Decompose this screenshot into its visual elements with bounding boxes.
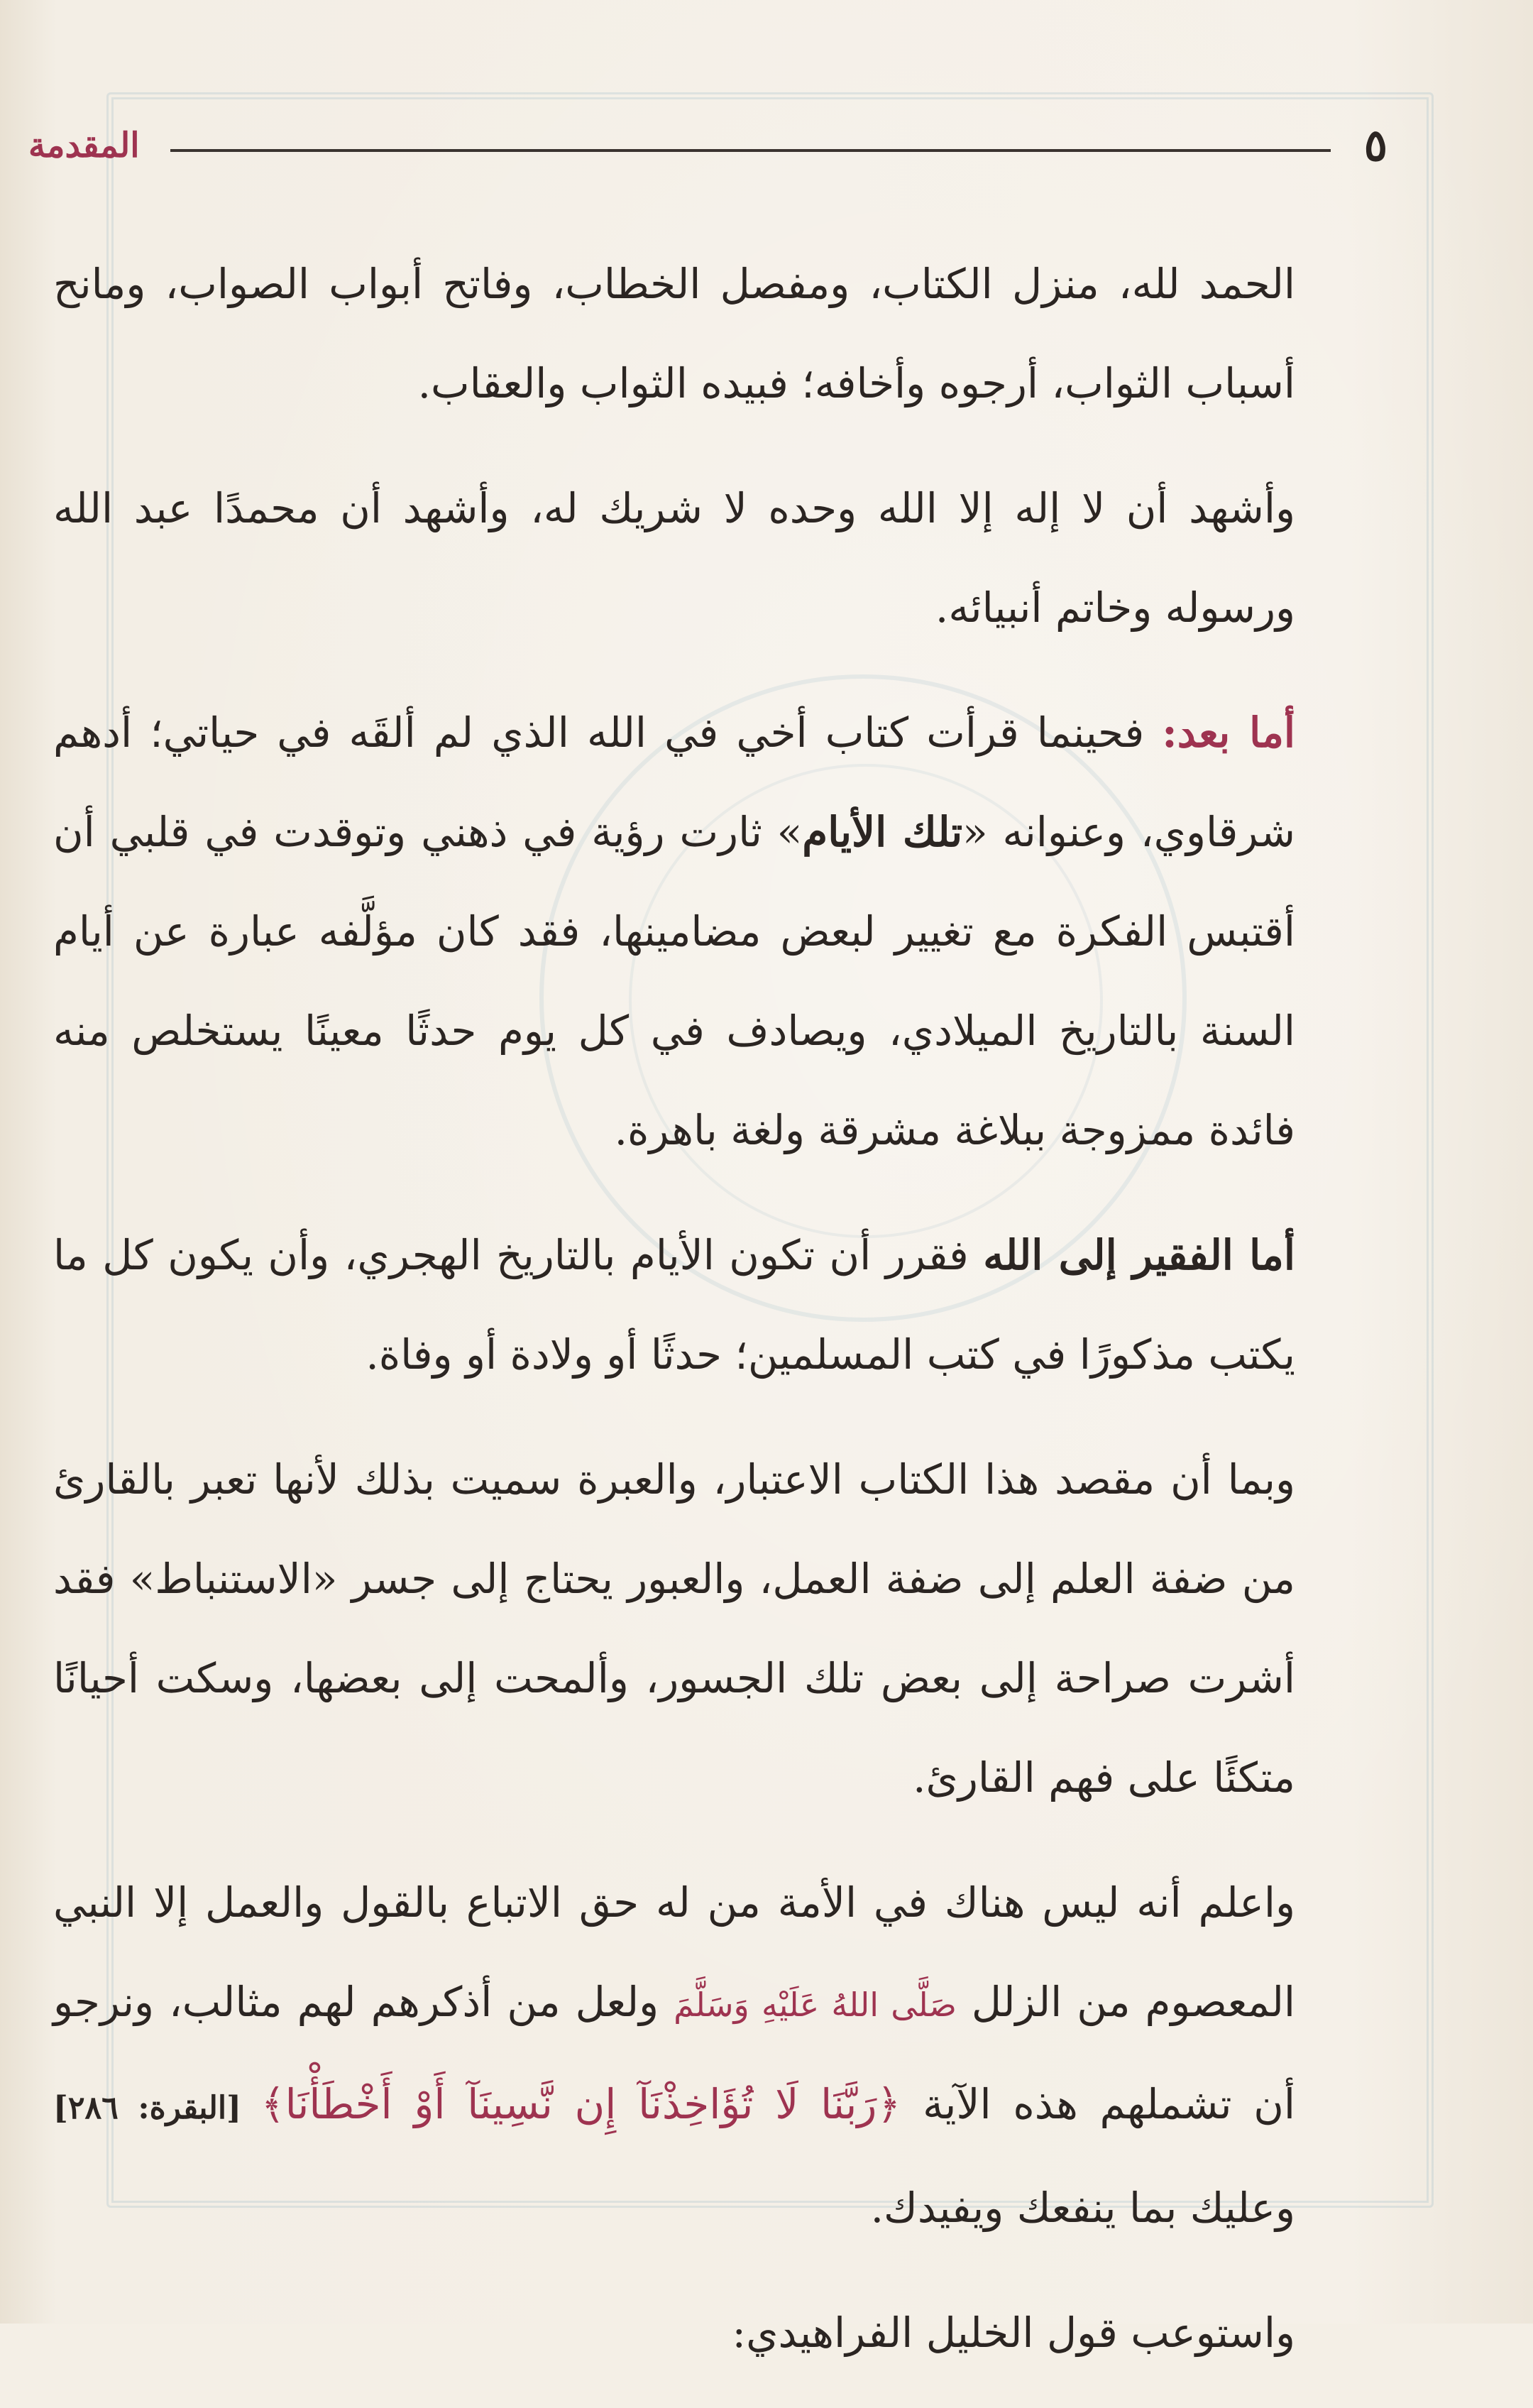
- paragraph-purpose: وبما أن مقصد هذا الكتاب الاعتبار، والعبرة سميت بذلك لأنها تعبر بالقارئ من ضفة العلم إلى ضفة العمل، والعبور يحتاج إلى جسر «الاستنباط» فقد أشرت صراحة إلى بعض تلك الجسور، وألمحت إلى بعضها، وسكت أحيانًا متكئًا على فهم القارئ.: [53, 1455, 1295, 1802]
- paragraph-text: » ثارت رؤية في ذهني وتوقدت في قلبي أن أقتبس الفكرة مع تغيير لبعض مضامينها، فقد كان مؤلَّفه عبارة عن أيام السنة بالتاريخ الميلادي، ويصادف في كل يوم حدثًا معينًا يستخلص منه فائدة ممزوجة ببلاغة مشرقة ولغة باهرة.: [53, 808, 1295, 1154]
- paragraph-text: فقرر أن تكون الأيام بالتاريخ الهجري، وأن يكون كل ما يكتب مذكورًا في كتب المسلمين؛ حدثًا أو ولادة أو وفاة.: [53, 1231, 1295, 1379]
- paragraph-lead-amma-baad: أما بعد:: [1162, 708, 1295, 757]
- paragraph-infallibility: [53, 1853, 1388, 2258]
- paragraph-text: فحينما قرأت كتاب أخي في الله الذي لم ألقَه في حياتي؛ أدهم شرقاوي، وعنوانه «: [53, 708, 1296, 856]
- paragraph-text: وعليك بما ينفعك ويفيدك.: [870, 2184, 1295, 2232]
- paragraph-introduction: [53, 683, 1388, 1180]
- paragraph-text: واعلم أنه ليس هناك في الأمة من له حق الاتباع بالقول والعمل إلا النبي المعصوم من الزلل: [53, 1878, 1295, 2026]
- paragraph-praise: الحمد لله، منزل الكتاب، ومفصل الخطاب، وفاتح أبواب الصواب، ومانح أسباب الثواب، أرجوه وأخافه؛ فبيده الثواب والعقاب.: [53, 260, 1295, 407]
- paragraph-testimony: وأشهد أن لا إله إلا الله وحده لا شريك له، وأشهد أن محمدًا عبد الله ورسوله وخاتم أنبيائه.: [53, 484, 1295, 632]
- book-title: تلك الأيام: [802, 808, 963, 856]
- verse-citation: [البقرة: ٢٨٦]: [53, 2090, 261, 2126]
- page-body: [53, 234, 1388, 2408]
- page-number: ٥: [1363, 119, 1388, 171]
- paragraph-lead-author: أما الفقير إلى الله: [983, 1231, 1295, 1279]
- quran-verse: ﴿رَبَّنَا لَا تُؤَاخِذْنَآ إِن نَّسِينَآ أَوْ أَخْطَأْنَا﴾: [260, 2080, 901, 2128]
- paragraph-text: ولعل من أذكرهم لهم مثالب، ونرجو أن تشملهم هذه الآية: [53, 1978, 1295, 2128]
- header-rule: [170, 149, 1331, 152]
- paragraph-poetry-intro: واستوعب قول الخليل الفراهيدي:: [732, 2309, 1295, 2357]
- honorific-phrase: صَلَّى اللهُ عَلَيْهِ وَسَلَّمَ: [674, 1986, 957, 2024]
- section-title: المقدمة: [28, 126, 140, 165]
- paragraph-author-decision: [53, 1205, 1388, 1404]
- page-header: [28, 114, 1388, 177]
